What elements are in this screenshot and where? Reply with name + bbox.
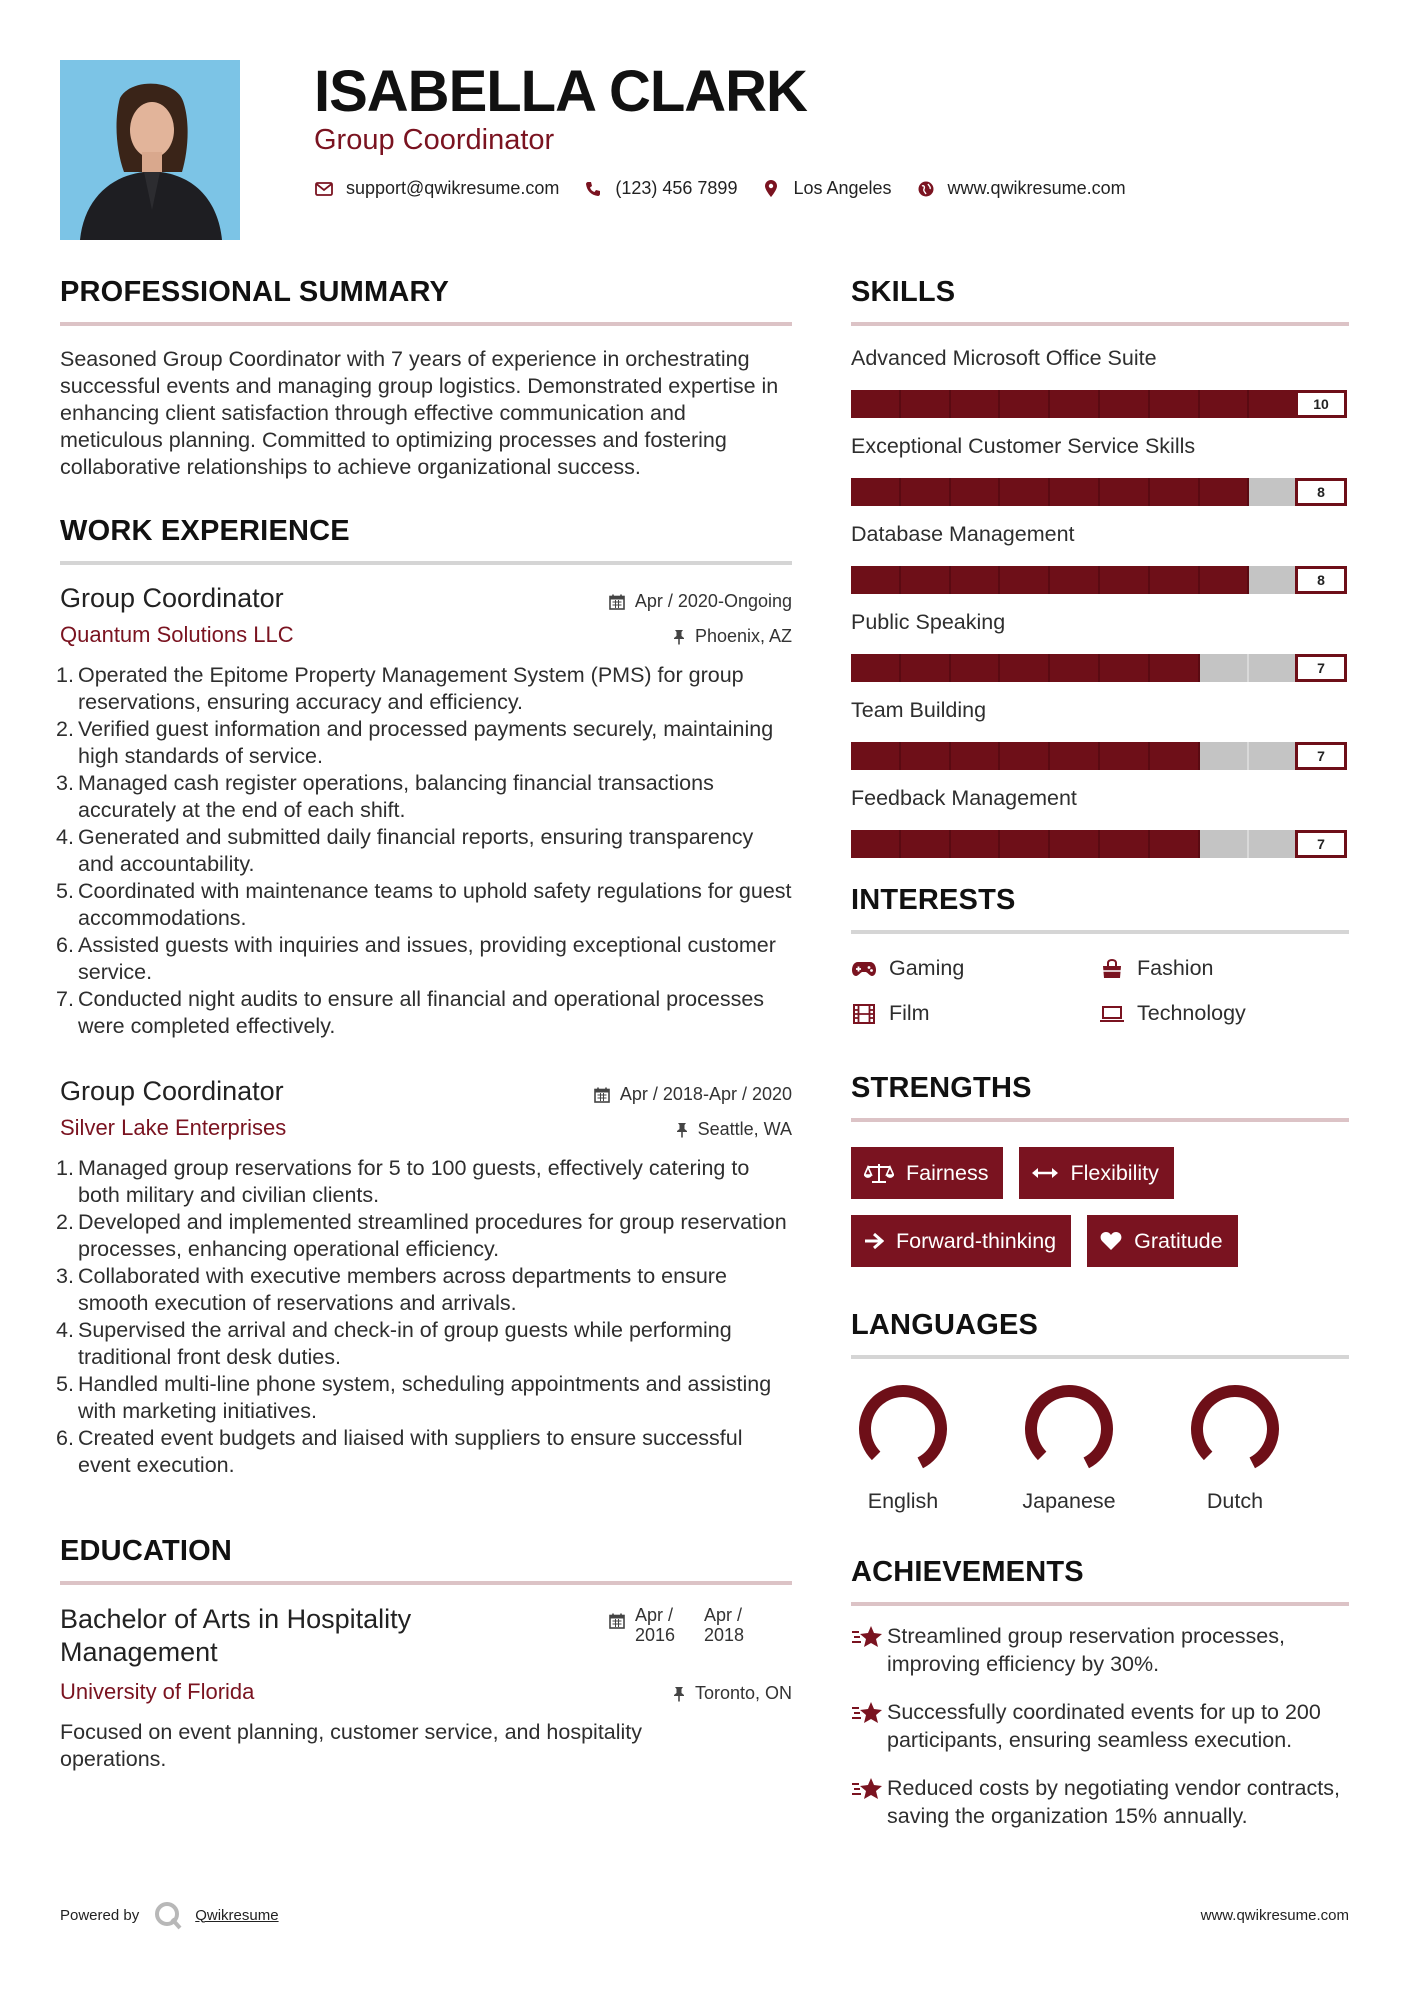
skill-segment: [1050, 566, 1100, 594]
skill-bar: [851, 830, 1347, 858]
skill-segment: [1200, 654, 1250, 682]
profile-photo: [60, 60, 240, 240]
section-education: [60, 1535, 792, 1773]
section-skills: [851, 276, 1349, 858]
job-location-text: Seattle, WA: [697, 1119, 792, 1139]
skill-segment: [1050, 390, 1100, 418]
skill-segment: [1200, 830, 1250, 858]
laptop-icon: [1099, 1004, 1125, 1024]
pushpin-icon: [676, 1122, 688, 1138]
interest-label: Technology: [1137, 1001, 1246, 1025]
contact-phone[interactable]: (123) 456 7899: [615, 178, 738, 198]
list-item: 2. Verified guest information and processed payments securely, maintaining high standards of service.: [56, 717, 774, 768]
skill-score: 7: [1295, 654, 1347, 682]
skill-segment: [1150, 390, 1200, 418]
job-title: Group Coordinator: [60, 583, 284, 613]
section-title-education: EDUCATION: [60, 1535, 233, 1567]
skill-segment: [1200, 566, 1250, 594]
section-title-languages: LANGUAGES: [851, 1309, 1039, 1341]
skill-segment: [951, 830, 1001, 858]
skill-segment: [1050, 830, 1100, 858]
job-bullets: [56, 1155, 792, 1479]
skill-segment: [851, 566, 901, 594]
section-title-strengths: STRENGTHS: [851, 1072, 1032, 1104]
list-item: 2. Developed and implemented streamlined procedures for group reservation processes, enhancing operational efficiency.: [56, 1210, 787, 1261]
skill-item: [851, 610, 1349, 682]
achievement-text: Reduced costs by negotiating vendor contracts, saving the organization 15% annually.: [887, 1776, 1340, 1828]
skill-segment: [851, 478, 901, 506]
skill-segment: [1200, 742, 1250, 770]
skill-segment: [1249, 566, 1299, 594]
section-title-achievements: ACHIEVEMENTS: [851, 1556, 1084, 1588]
skill-segment: [1000, 478, 1050, 506]
skill-score: 10: [1295, 390, 1347, 418]
skill-segment: [901, 830, 951, 858]
skill-segment: [951, 478, 1001, 506]
footer-website[interactable]: www.qwikresume.com: [1200, 1907, 1349, 1924]
language-item: [851, 1383, 1017, 1514]
achievement-text: Successfully coordinated events for up to 200 participants, ensuring seamless execution.: [887, 1700, 1321, 1752]
calendar-icon: [609, 1613, 625, 1629]
skill-segment: [1050, 478, 1100, 506]
skill-segment: [951, 566, 1001, 594]
degree-title: Bachelor of Arts in Hospitality Management: [60, 1604, 412, 1667]
skill-segment: [851, 830, 901, 858]
language-level-arc: [865, 1391, 941, 1463]
skill-segment: [901, 566, 951, 594]
section-languages: [851, 1309, 1349, 1514]
section-summary: [60, 276, 792, 481]
arrows-horizontal-icon: [1032, 1166, 1058, 1180]
calendar-icon: [594, 1087, 610, 1103]
date-separator: [693, 1605, 698, 1625]
skill-segment: [1000, 830, 1050, 858]
section-title-interests: INTERESTS: [851, 884, 1016, 916]
skill-score: 8: [1295, 478, 1347, 506]
skill-segment: [1249, 742, 1299, 770]
globe-icon: [916, 179, 936, 199]
contact-email[interactable]: support@qwikresume.com: [346, 178, 560, 198]
skill-item: [851, 786, 1349, 858]
language-item: [1017, 1383, 1183, 1514]
skill-item: [851, 346, 1349, 418]
skill-bar: [851, 390, 1347, 418]
skill-name: Feedback Management: [851, 786, 1077, 810]
skill-bar: [851, 654, 1347, 682]
education-description: Focused on event planning, customer service, and hospitality operations.: [60, 1720, 643, 1771]
candidate-role: Group Coordinator: [314, 124, 555, 156]
skill-segment: [1100, 830, 1150, 858]
job-bullets: [56, 662, 792, 1040]
list-item: 5. Handled multi-line phone system, scheduling appointments and assisting with marketing initiatives.: [56, 1372, 772, 1423]
strength-badge: [1087, 1215, 1237, 1267]
list-item: 4. Generated and submitted daily financial reports, ensuring transparency and accountability.: [56, 825, 754, 876]
job-date: [594, 1084, 792, 1105]
job-location: [676, 1119, 792, 1140]
skill-name: Advanced Microsoft Office Suite: [851, 346, 1157, 370]
interest-label: Gaming: [889, 956, 965, 980]
pushpin-icon: [673, 1686, 685, 1702]
skill-segment: [951, 742, 1001, 770]
achievement-item: [851, 1622, 1349, 1678]
strengths-list: [851, 1147, 1271, 1267]
education-location-text: Toronto, ON: [694, 1683, 792, 1703]
skill-segment: [1000, 654, 1050, 682]
interest-label: Fashion: [1137, 956, 1214, 980]
phone-icon: [583, 179, 603, 199]
qwikresume-logo-icon: [153, 1900, 183, 1930]
section-strengths: [851, 1072, 1349, 1267]
powered-by-text: Powered by: [60, 1906, 140, 1924]
skill-segment: [1200, 390, 1250, 418]
job-entry: [56, 1076, 792, 1479]
languages-list: [851, 1383, 1349, 1514]
interest-label: Film: [889, 1001, 930, 1025]
job-company: Silver Lake Enterprises: [60, 1115, 287, 1140]
shooting-star-icon: [851, 1622, 887, 1678]
skill-segment: [1150, 742, 1200, 770]
pushpin-icon: [673, 629, 685, 645]
film-icon: [851, 1004, 877, 1024]
achievement-item: [851, 1698, 1349, 1754]
education-location: [673, 1683, 792, 1704]
map-marker-icon: [761, 179, 781, 199]
language-item: [1183, 1383, 1349, 1514]
list-item: 4. Supervised the arrival and check-in of group guests while performing traditional front desk duties.: [56, 1318, 732, 1369]
skill-bar: [851, 742, 1347, 770]
skill-item: [851, 522, 1349, 594]
skill-name: Exceptional Customer Service Skills: [851, 434, 1196, 458]
language-level-arc: [1197, 1391, 1273, 1463]
section-divider: [851, 322, 1349, 326]
shopping-bag-icon: [1099, 959, 1125, 979]
skill-name: Team Building: [851, 698, 987, 722]
right-column: [851, 276, 1349, 1830]
list-item: 7. Conducted night audits to ensure all financial and operational processes were completed effectively.: [56, 987, 765, 1038]
section-experience: [56, 515, 792, 1479]
section-divider: [851, 930, 1349, 934]
list-item: 6. Created event budgets and liaised with suppliers to ensure successful event execution.: [56, 1426, 743, 1477]
list-item: 1. Managed group reservations for 5 to 100 guests, effectively catering to both military and civilian clients.: [56, 1156, 750, 1207]
section-interests: [851, 884, 1349, 1026]
interest-item: [851, 956, 1099, 981]
list-item: 6. Assisted guests with inquiries and issues, providing exceptional customer service.: [56, 933, 776, 984]
language-level-ring: [1023, 1383, 1115, 1475]
skill-bar: [851, 566, 1347, 594]
skill-bar: [851, 478, 1347, 506]
education-entry: [60, 1603, 792, 1773]
skill-name: Database Management: [851, 522, 1075, 546]
skill-segment: [1249, 478, 1299, 506]
job-entry: [56, 583, 792, 1040]
skill-segment: [1249, 830, 1299, 858]
school-name: University of Florida: [60, 1679, 255, 1704]
skill-segment: [1100, 478, 1150, 506]
strength-badge: [851, 1147, 1003, 1199]
skill-segment: [1150, 654, 1200, 682]
skill-segment: [1249, 654, 1299, 682]
section-title-skills: SKILLS: [851, 276, 956, 308]
job-company: Quantum Solutions LLC: [60, 622, 294, 647]
arrow-right-icon: [864, 1232, 884, 1250]
job-date-text: Apr / 2018-Apr / 2020: [619, 1084, 792, 1104]
list-item: 5. Coordinated with maintenance teams to uphold safety regulations for guest accommodations.: [56, 879, 792, 930]
skill-segment: [901, 390, 951, 418]
left-column: [56, 276, 792, 1773]
skill-segment: [1249, 390, 1299, 418]
skill-segment: [1000, 390, 1050, 418]
skill-segment: [1000, 566, 1050, 594]
balance-scale-icon: [864, 1162, 894, 1184]
language-level-ring: [1189, 1383, 1281, 1475]
language-name: Dutch: [1206, 1489, 1264, 1513]
interest-item: [1099, 1001, 1347, 1026]
gamepad-icon: [851, 959, 877, 979]
section-divider: [851, 1118, 1349, 1122]
skill-score: 7: [1295, 742, 1347, 770]
language-name: English: [867, 1489, 939, 1513]
strength-label: Fairness: [906, 1160, 989, 1185]
contact-row: [314, 178, 1150, 199]
skill-score: 8: [1295, 566, 1347, 594]
education-date-start: Apr / 2016: [634, 1605, 676, 1645]
strength-badge: [1019, 1147, 1173, 1199]
section-title-experience: WORK EXPERIENCE: [60, 515, 350, 547]
skill-name: Public Speaking: [851, 610, 1006, 634]
section-achievements: [851, 1556, 1349, 1830]
shooting-star-icon: [851, 1698, 887, 1754]
skill-segment: [1150, 566, 1200, 594]
footer-powered-by: [60, 1900, 279, 1930]
skill-segment: [1200, 478, 1250, 506]
skills-list: [851, 346, 1349, 858]
skill-segment: [1050, 654, 1100, 682]
brand-link[interactable]: Qwikresume: [195, 1906, 279, 1924]
list-item: 3. Collaborated with executive members across departments to ensure smooth execution of reservations and arrivals.: [56, 1264, 727, 1315]
list-item: 1. Operated the Epitome Property Management System (PMS) for group reservations, ensuring accuracy and efficiency.: [56, 663, 744, 714]
skill-segment: [901, 654, 951, 682]
section-divider: [851, 1355, 1349, 1359]
skill-score: 7: [1295, 830, 1347, 858]
skill-segment: [951, 390, 1001, 418]
strength-label: Flexibility: [1070, 1160, 1159, 1185]
language-level-arc: [1031, 1391, 1107, 1463]
summary-text: Seasoned Group Coordinator with 7 years of experience in orchestrating successful events and managing group logistics. Demonstrated expertise in enhancing client satisfaction through effective communication and meticulous planning. Committed to optimizing processes and fostering collaborative relationships to achieve organizational success.: [60, 347, 779, 479]
skill-segment: [1150, 478, 1200, 506]
section-title-summary: PROFESSIONAL SUMMARY: [60, 276, 450, 308]
job-location-text: Phoenix, AZ: [694, 626, 792, 646]
section-divider: [60, 1581, 792, 1585]
skill-segment: [1100, 390, 1150, 418]
language-name: Japanese: [1022, 1489, 1116, 1513]
strength-label: Forward-thinking: [896, 1228, 1057, 1253]
job-location: [673, 626, 792, 647]
section-divider: [851, 1602, 1349, 1606]
skill-segment: [851, 742, 901, 770]
candidate-name: ISABELLA CLARK: [314, 59, 807, 124]
skill-item: [851, 434, 1349, 506]
skill-segment: [1150, 830, 1200, 858]
skill-segment: [1050, 742, 1100, 770]
heart-icon: [1100, 1231, 1122, 1251]
job-date: [609, 591, 792, 612]
envelope-icon: [314, 179, 334, 199]
education-date-end: Apr / 2018: [704, 1605, 745, 1645]
skill-segment: [901, 478, 951, 506]
skill-segment: [1100, 566, 1150, 594]
interests-grid: [851, 956, 1349, 1026]
job-title: Group Coordinator: [60, 1076, 284, 1106]
skill-item: [851, 698, 1349, 770]
contact-location: Los Angeles: [793, 178, 892, 198]
skill-segment: [851, 654, 901, 682]
strength-badge: [851, 1215, 1071, 1267]
language-level-ring: [857, 1383, 949, 1475]
skill-segment: [851, 390, 901, 418]
skill-segment: [1100, 654, 1150, 682]
calendar-icon: [609, 594, 625, 610]
interest-item: [851, 1001, 1099, 1026]
contact-website[interactable]: www.qwikresume.com: [947, 178, 1126, 198]
achievement-text: Streamlined group reservation processes, improving efficiency by 30%.: [887, 1624, 1285, 1676]
education-date: [609, 1605, 756, 1645]
shooting-star-icon: [851, 1774, 887, 1830]
strength-label: Gratitude: [1134, 1228, 1223, 1253]
skill-segment: [901, 742, 951, 770]
section-divider: [60, 322, 792, 326]
job-date-text: Apr / 2020-Ongoing: [634, 591, 792, 611]
section-divider: [60, 561, 792, 565]
skill-segment: [951, 654, 1001, 682]
skill-segment: [1000, 742, 1050, 770]
skill-segment: [1100, 742, 1150, 770]
list-item: 3. Managed cash register operations, balancing financial transactions accurately at the end of each shift.: [56, 771, 714, 822]
interest-item: [1099, 956, 1347, 981]
achievement-item: [851, 1774, 1349, 1830]
